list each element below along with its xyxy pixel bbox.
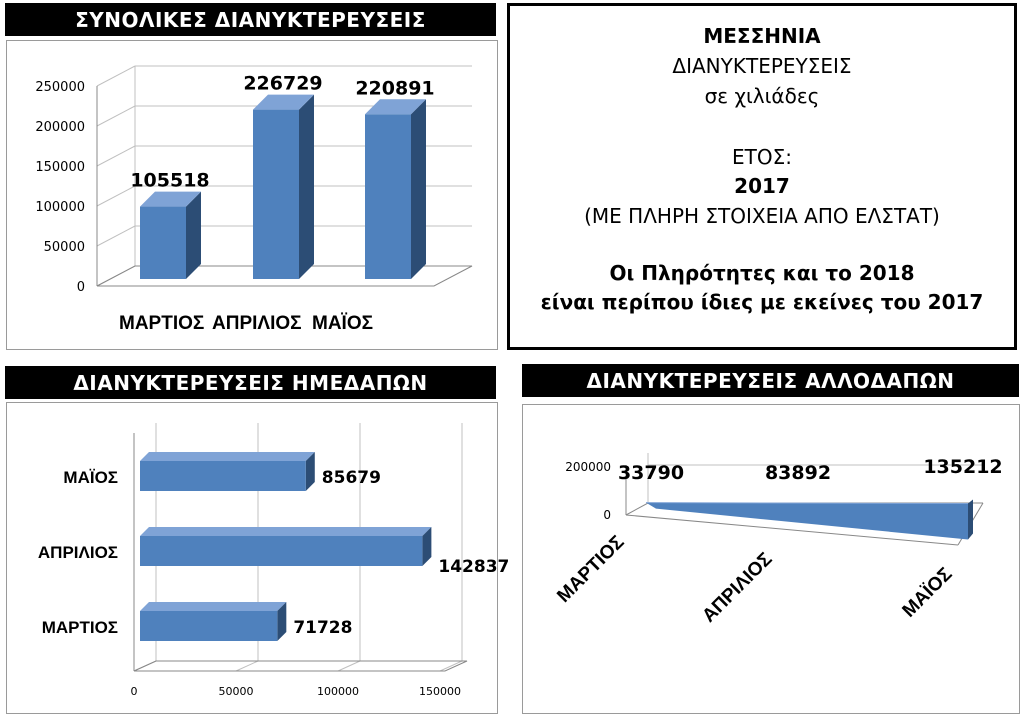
floor (134, 661, 467, 671)
y-category-label-0: ΜΑΡΤΙΟΣ (41, 618, 118, 637)
bar-top-0 (140, 602, 286, 611)
y-tick-label: 200000 (565, 460, 611, 474)
unit-label: σε χιλιάδες (704, 84, 820, 108)
grid-line-diagonal (97, 226, 135, 246)
grid-line-diagonal (236, 661, 258, 671)
bar-1 (253, 110, 299, 279)
bar-side-1 (299, 95, 314, 279)
bar-2 (365, 114, 411, 279)
x-tick-label: 100000 (317, 685, 359, 698)
data-label-2: 220891 (355, 77, 435, 100)
data-label-1: 142837 (438, 557, 510, 577)
area-side (968, 500, 973, 540)
y-tick-label: 150000 (35, 160, 85, 175)
y-tick-label: 100000 (35, 200, 85, 215)
grid-line-diagonal (97, 106, 135, 126)
foreign-chart (523, 405, 1019, 713)
x-tick-label: 0 (130, 685, 138, 698)
x-category-label-2: ΜΑΪΟΣ (898, 563, 957, 622)
data-label-1: 226729 (243, 72, 323, 95)
bar-top-2 (140, 452, 315, 461)
domestic-chart-header: ΔΙΑΝΥΚΤΕΡΕΥΣΕΙΣ ΗΜΕΔΑΠΩΝ (5, 366, 496, 399)
data-label-2: 135212 (923, 456, 1003, 478)
total-chart-panel (6, 40, 498, 350)
year-value: 2017 (734, 174, 790, 198)
note-line-1: Οι Πληρότητες και το 2018 (609, 261, 915, 285)
bar-0 (140, 207, 186, 279)
grid-line-diagonal (338, 661, 360, 671)
grid-line-diagonal (97, 146, 135, 166)
total-chart-header: ΣΥΝΟΛΙΚΕΣ ΔΙΑΝΥΚΤΕΡΕΥΣΕΙΣ (5, 3, 496, 36)
y-category-label-2: ΜΑΪΟΣ (63, 468, 118, 487)
data-label-2: 85679 (321, 468, 381, 488)
total-chart (7, 41, 497, 349)
domestic-chart-panel (6, 402, 510, 714)
bar-2 (140, 461, 306, 491)
x-tick-label: 50000 (218, 685, 254, 698)
x-category-label-2: ΜΑΪΟΣ (312, 313, 374, 334)
grid-line-diagonal (97, 186, 135, 206)
bar-0 (140, 611, 277, 641)
x-tick-label: 150000 (419, 685, 461, 698)
y-category-label-1: ΑΠΡΙΛΙΟΣ (37, 543, 118, 562)
region-title: ΜΕΣΣΗΝΙΑ (703, 24, 821, 48)
data-label-1: 83892 (764, 462, 832, 484)
data-label-0: 105518 (130, 169, 210, 192)
y-tick-label: 0 (603, 508, 611, 522)
year-label: ΕΤΟΣ: (732, 145, 792, 169)
info-box (507, 3, 1017, 350)
y-tick-label: 200000 (35, 120, 85, 135)
foreign-chart-header: ΔΙΑΝΥΚΤΕΡΕΥΣΕΙΣ ΑΛΛΟΔΑΠΩΝ (522, 364, 1019, 397)
bar-side-2 (411, 99, 426, 279)
domestic-chart (7, 403, 510, 713)
x-category-label-0: ΜΑΡΤΙΟΣ (553, 531, 629, 607)
source-note: (ΜΕ ΠΛΗΡΗ ΣΤΟΙΧΕΙΑ ΑΠΟ ΕΛΣΤΑΤ) (584, 204, 940, 228)
grid-line-diagonal (97, 66, 135, 86)
x-category-label-1: ΑΠΡΙΛΙΟΣ (698, 548, 777, 627)
note-line-2: είναι περίπου ίδιες με εκείνες του 2017 (540, 290, 984, 314)
x-category-label-0: ΜΑΡΤΙΟΣ (119, 313, 205, 334)
grid-line-diagonal (440, 661, 462, 671)
foreign-chart-panel (522, 404, 1020, 714)
y-tick-label: 50000 (43, 240, 85, 255)
bar-side-0 (186, 192, 201, 279)
metric-label: ΔΙΑΝΥΚΤΕΡΕΥΣΕΙΣ (672, 54, 852, 78)
y-tick-label: 250000 (35, 80, 85, 95)
y-tick-label: 0 (76, 280, 85, 295)
data-label-0: 33790 (617, 462, 685, 484)
bar-1 (140, 536, 422, 566)
data-label-0: 71728 (293, 618, 353, 638)
bar-top-1 (140, 527, 431, 536)
x-category-label-1: ΑΠΡΙΛΙΟΣ (212, 313, 302, 334)
